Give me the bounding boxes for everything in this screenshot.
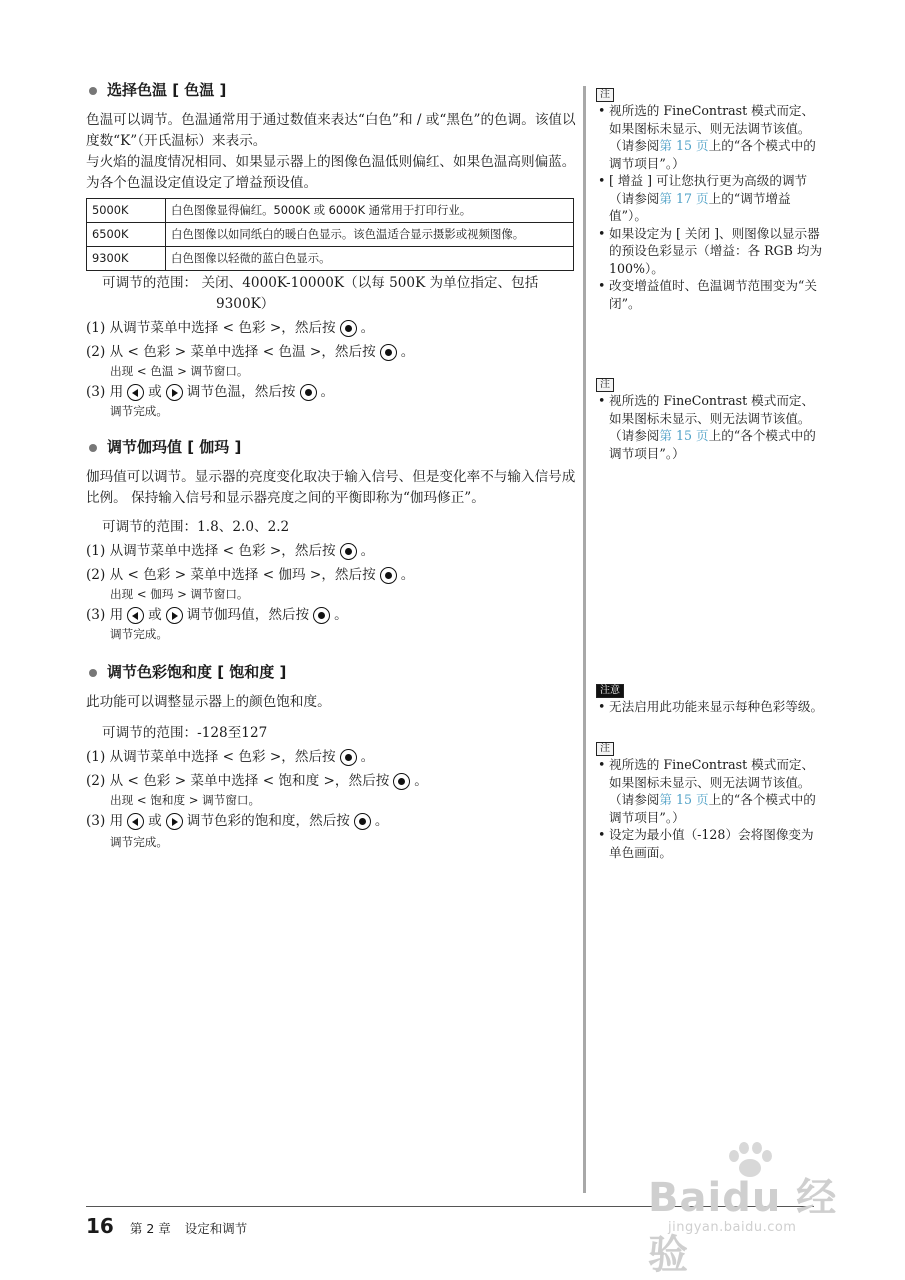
note-text: 上的“各个模式中的调节项目”。） — [609, 792, 816, 825]
column-divider — [583, 86, 586, 1193]
note-tag: 注 — [596, 742, 614, 756]
note-item — [596, 826, 826, 861]
step-end: 。 — [360, 320, 375, 336]
heading-text: 调节色彩饱和度 [ 饱和度 ] — [107, 663, 287, 681]
right-button-icon — [166, 384, 183, 401]
bullet: • — [598, 173, 606, 188]
left-button-icon — [127, 813, 144, 830]
bullet-dot-icon — [89, 444, 97, 452]
step-text: (2) 从 < 色彩 > 菜单中选择 < 色温 >，然后按 — [86, 344, 376, 360]
step-2-result: 出现 < 饱和度 > 调节窗口。 — [110, 793, 261, 807]
color-temp-desc: 与火焰的温度情况相同、如果显示器上的图像色温低则偏红、如果色温高则偏蓝。为各个色温设定值设定了增益预设值。 — [86, 154, 576, 191]
bullet: • — [598, 393, 606, 408]
step-text: (1) 从调节菜单中选择 < 色彩 >，然后按 — [86, 320, 336, 336]
gamma-desc: 伽玛值可以调节。显示器的亮度变化取决于输入信号、但是变化率不与输入信号成比例。 保持输入信号和显示器亮度之间的平衡即称为“伽玛修正”。 — [86, 469, 576, 506]
watermark-logo: Baidu 经验 — [648, 1175, 838, 1278]
bullet: • — [598, 225, 606, 241]
table-row — [87, 223, 574, 247]
section-heading-saturation — [86, 662, 576, 683]
step-text: (1) 从调节菜单中选择 < 色彩 >，然后按 — [86, 543, 336, 559]
note-text: 设定为最小值（-128）会将图像变为单色画面。 — [609, 827, 814, 860]
step-2 — [86, 565, 576, 586]
side-note-3 — [596, 738, 826, 861]
range-label: 可调节的范围： — [102, 275, 198, 291]
footer — [86, 1214, 247, 1238]
enter-button-icon — [393, 773, 410, 790]
heading-text: 选择色温 [ 色温 ] — [107, 81, 227, 99]
step-end: 。 — [400, 567, 415, 583]
right-button-icon — [166, 607, 183, 624]
section-heading-gamma — [86, 437, 576, 458]
note-text: 视所选的 FineContrast 模式而定、如果图标未显示、则无法调节该值。（请参阅 — [609, 393, 815, 443]
step-or: 或 — [148, 607, 162, 623]
step-text: (2) 从 < 色彩 > 菜单中选择 < 伽玛 >，然后按 — [86, 567, 376, 583]
main-column — [86, 80, 576, 850]
color-temp-range — [102, 273, 576, 294]
note-item — [596, 698, 826, 716]
step-text: 调节色彩的饱和度，然后按 — [186, 813, 350, 829]
note-item — [596, 102, 826, 172]
bullet: • — [598, 757, 606, 772]
step-2 — [86, 771, 576, 792]
enter-button-icon — [340, 543, 357, 560]
step-text: 调节伽玛值，然后按 — [186, 607, 310, 623]
note-item — [596, 392, 826, 462]
left-button-icon — [127, 607, 144, 624]
step-end: 。 — [320, 384, 335, 400]
step-end: 。 — [414, 773, 428, 789]
page-link[interactable]: 第 15 页 — [659, 428, 709, 443]
table-cell-key: 5000K — [87, 199, 166, 223]
page-link[interactable]: 第 17 页 — [659, 190, 709, 206]
color-temp-table — [86, 198, 574, 271]
saturation-desc: 此功能可以调整显示器上的颜色饱和度。 — [86, 694, 331, 710]
bullet: • — [598, 278, 606, 293]
table-cell-value: 白色图像以轻微的蓝白色显示。 — [166, 247, 574, 271]
side-note-1 — [596, 84, 826, 312]
note-item — [596, 225, 826, 278]
step-3-result: 调节完成。 — [110, 404, 168, 418]
step-2-result: 出现 < 伽玛 > 调节窗口。 — [110, 587, 249, 601]
table-cell-value: 白色图像显得偏红。5000K 或 6000K 通常用于打印行业。 — [166, 199, 574, 223]
step-or: 或 — [148, 813, 162, 829]
step-1 — [86, 747, 576, 768]
step-text: (3) 用 — [86, 384, 124, 400]
bullet: • — [598, 827, 606, 842]
step-1 — [86, 318, 576, 339]
note-text: 改变增益值时、色温调节范围变为“关闭”。 — [609, 278, 817, 311]
range-value-cont: 9300K） — [216, 296, 275, 312]
gamma-range: 可调节的范围：1.8、2.0、2.2 — [102, 519, 290, 535]
note-text: 如果设定为 [ 关闭 ]、则图像以显示器的预设色彩显示（增益：各 RGB 均为 100%）。 — [609, 225, 823, 276]
side-caution — [596, 680, 826, 716]
step-end: 。 — [400, 344, 415, 360]
step-text: (2) 从 < 色彩 > 菜单中选择 < 饱和度 >，然后按 — [86, 773, 390, 789]
bullet: • — [598, 103, 606, 118]
left-button-icon — [127, 384, 144, 401]
chapter-number: 第 2 章 — [129, 1221, 171, 1236]
bullet: • — [598, 699, 606, 714]
table-cell-key: 6500K — [87, 223, 166, 247]
enter-button-icon — [380, 344, 397, 361]
step-2 — [86, 342, 576, 363]
note-tag: 注 — [596, 378, 614, 392]
step-end: 。 — [360, 543, 375, 559]
note-text: [ 增益 ] 可让您执行更为高级的调节（请参阅 — [609, 173, 808, 206]
side-note-2 — [596, 374, 826, 462]
watermark-url: jingyan.baidu.com — [668, 1220, 797, 1235]
step-3 — [86, 382, 576, 403]
step-end: 。 — [334, 607, 348, 623]
note-text: 上的“各个模式中的调节项目”。） — [609, 138, 816, 171]
table-cell-key: 9300K — [87, 247, 166, 271]
enter-button-icon — [340, 320, 357, 337]
step-text: (1) 从调节菜单中选择 < 色彩 >，然后按 — [86, 749, 336, 765]
note-text: 无法启用此功能来显示每种色彩等级。 — [609, 699, 824, 714]
step-3-result: 调节完成。 — [110, 835, 168, 849]
step-end: 。 — [374, 813, 389, 829]
page-number: 16 — [86, 1214, 114, 1238]
note-text: 视所选的 FineContrast 模式而定、如果图标未显示、则无法调节该值。（请参阅 — [609, 757, 815, 807]
step-1 — [86, 541, 576, 562]
note-item — [596, 172, 826, 225]
chapter-title: 设定和调节 — [184, 1221, 248, 1236]
enter-button-icon — [340, 749, 357, 766]
note-text: 上的“调节增益值”）。 — [609, 190, 791, 223]
step-3 — [86, 811, 576, 832]
note-text: 视所选的 FineContrast 模式而定、如果图标未显示、则无法调节该值。（请参阅 — [609, 103, 815, 153]
saturation-range: 可调节的范围：-128至127 — [102, 725, 268, 741]
step-text: (3) 用 — [86, 813, 124, 829]
bullet-dot-icon — [89, 669, 97, 677]
step-text: (3) 用 — [86, 607, 124, 623]
note-item — [596, 756, 826, 826]
step-end: 。 — [360, 749, 375, 765]
page-link[interactable]: 第 15 页 — [659, 138, 709, 153]
step-3 — [86, 605, 576, 626]
note-tag: 注 — [596, 88, 614, 102]
caution-tag: 注意 — [596, 684, 624, 698]
table-row — [87, 247, 574, 271]
step-text: 调节色温，然后按 — [186, 384, 296, 400]
bullet-dot-icon — [89, 87, 97, 95]
step-3-result: 调节完成。 — [110, 627, 168, 641]
table-cell-value: 白色图像以如同纸白的暖白色显示。该色温适合显示摄影或视频图像。 — [166, 223, 574, 247]
note-item — [596, 277, 826, 312]
table-row — [87, 199, 574, 223]
baidu-watermark — [640, 1140, 860, 1278]
enter-button-icon — [354, 813, 371, 830]
range-value: 关闭、4000K-10000K（以每 500K 为单位指定、包括 — [201, 275, 539, 291]
step-or: 或 — [148, 384, 162, 400]
step-2-result: 出现 < 色温 > 调节窗口。 — [110, 364, 249, 378]
enter-button-icon — [380, 567, 397, 584]
heading-text: 调节伽玛值 [ 伽玛 ] — [107, 438, 242, 456]
right-button-icon — [166, 813, 183, 830]
section-heading-color-temp — [86, 80, 576, 101]
color-temp-intro: 色温可以调节。色温通常用于通过数值来表达“白色”和 / 或“黑色”的色调。该值以度数“K”（开氏温标）来表示。 — [86, 112, 576, 149]
enter-button-icon — [300, 384, 317, 401]
note-text: 上的“各个模式中的调节项目”。） — [609, 428, 816, 461]
page-link[interactable]: 第 15 页 — [659, 792, 709, 807]
enter-button-icon — [313, 607, 330, 624]
